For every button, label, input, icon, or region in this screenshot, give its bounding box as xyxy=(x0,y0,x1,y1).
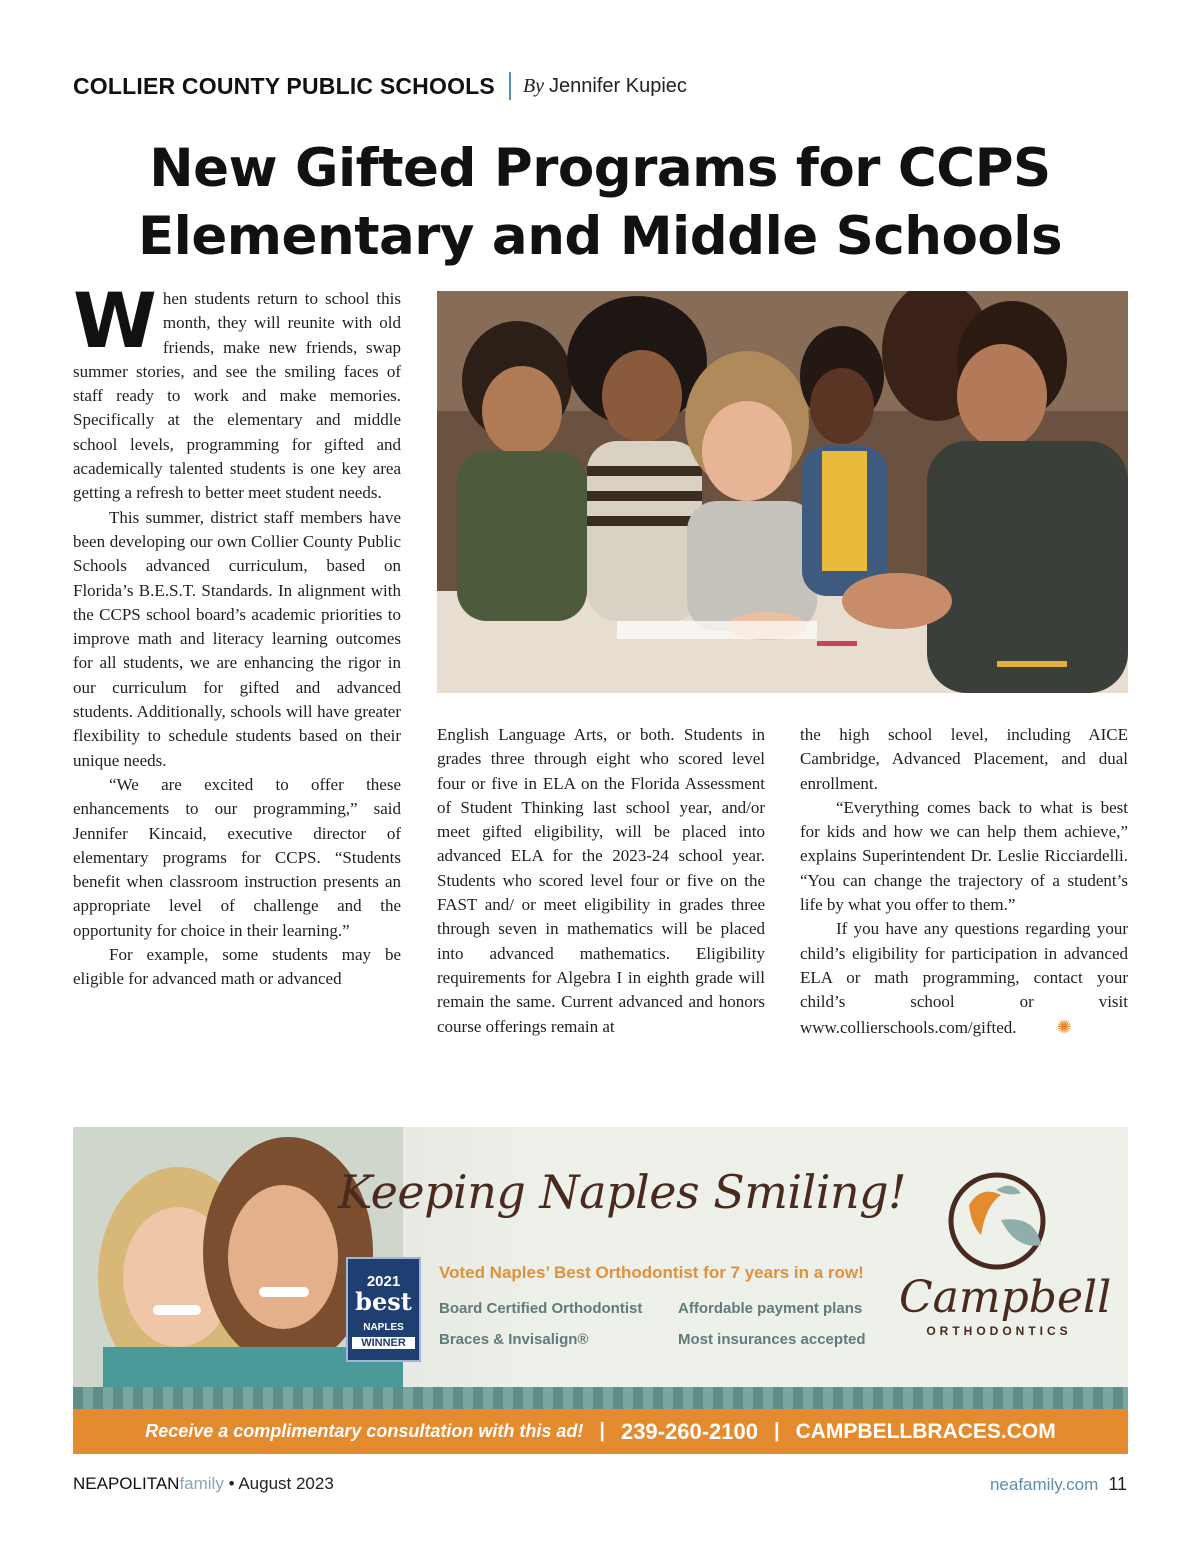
ad-brand-subtitle: ORTHODONTICS xyxy=(926,1324,1072,1338)
classroom-photo-illustration xyxy=(437,291,1128,693)
badge-year: 2021 xyxy=(366,1273,401,1290)
badge-city: NAPLES xyxy=(363,1322,404,1333)
footer-brand-sub: family xyxy=(179,1474,224,1493)
ad-decorative-pattern xyxy=(73,1387,1128,1409)
paragraph-text: hen students return to school this month, they will reunite with old friends, make new friends, swap summer stories, and see the smiling faces of staff ready to work and make memories. Specifically at the elementary and middle school levels, programming for gifted and academically talented students is one key area getting a refresh to better meet student needs. xyxy=(73,289,401,503)
ad-feature: Braces & Invisalign® xyxy=(439,1331,589,1348)
ad-brand-name: Campbell xyxy=(899,1272,1112,1323)
paragraph: “Everything comes back to what is best for kids and how we can help them achieve,” explains Superintendent Dr. Leslie Ricciardelli. “You can change the trajectory of a student’s life by what you offer to them.” xyxy=(800,797,1128,915)
classroom-photo xyxy=(437,291,1128,693)
byline-prefix: By xyxy=(522,74,545,97)
best-of-award-badge xyxy=(346,1257,421,1362)
ad-phone[interactable]: 239-260-2100 xyxy=(620,1418,758,1444)
headline-line-1: New Gifted Programs for CCPS xyxy=(149,138,1051,199)
article-column-1 xyxy=(73,276,401,992)
footer-issue: • August 2023 xyxy=(228,1474,334,1493)
ad-contact-bar xyxy=(73,1409,1128,1454)
paragraph: “We are excited to offer these enhancements to our programming,” said Jennifer Kincaid, executive director of elementary programs for CCPS. “Students benefit when classroom instruction presents an appropriate level of challenge and the opportunity for choice in their learning.” xyxy=(73,774,401,940)
badge-winner: WINNER xyxy=(352,1337,415,1349)
headline-line-2: Elementary and Middle Schools xyxy=(137,206,1063,267)
paragraph: English Language Arts, or both. Students in grades three through eight who scored level four or five in ELA on the Florida Assessment of Student Thinking last school year, and/or meet gifted eligibility, will be placed into advanced ELA for the 2023-24 school year. Students who scored level four or five on the FAST and/ or meet eligibility in grades three through seven in mathematics will be placed into advanced mathematics. Eligibility requirements for Algebra I in eighth grade will remain the same. Current advanced and honors course offerings remain at xyxy=(437,725,765,1036)
byline xyxy=(523,75,687,98)
footer-site-and-page xyxy=(990,1474,1127,1495)
header-divider xyxy=(509,72,511,100)
article-column-2 xyxy=(437,723,765,1039)
footer-publication xyxy=(73,1474,334,1494)
footer-site-link[interactable]: neafamily.com xyxy=(989,1475,1099,1494)
paragraph xyxy=(800,917,1128,1039)
ad-cta: Receive a complimentary consultation with this ad! xyxy=(145,1421,584,1441)
paragraph: This summer, district staff members have been developing our own Collier County Public Schools advanced curriculum, based on Florida’s B.E.S.T. Standards. In alignment with the CCPS school board’s academic priorities to improve math and literacy learning outcomes for all students, we are enhancing the rigor in our curriculum for gifted and advanced students. Additionally, schools will have greater flexibility to schedule students based on their unique needs. xyxy=(73,507,401,770)
ad-feature: Most insurances accepted xyxy=(678,1331,866,1348)
ad-website-link[interactable]: CAMPBELLBRACES.COM xyxy=(795,1419,1056,1443)
paragraph: For example, some students may be eligible for advanced math or advanced xyxy=(73,945,401,989)
sun-icon: ✺ xyxy=(1056,1016,1072,1037)
drop-cap: W xyxy=(73,276,157,365)
paragraph: the high school level, including AICE Cambridge, Advanced Placement, and dual enrollment. xyxy=(800,725,1128,793)
campbell-orthodontics-ad[interactable] xyxy=(73,1127,1128,1454)
section-header xyxy=(73,70,687,102)
footer-brand-main: NEAPOLITAN xyxy=(73,1474,180,1493)
ad-separator: | xyxy=(599,1420,605,1442)
badge-best: best xyxy=(355,1287,412,1316)
ad-feature: Affordable payment plans xyxy=(678,1300,863,1317)
ad-feature: Board Certified Orthodontist xyxy=(439,1300,643,1317)
campbell-logo-icon xyxy=(941,1165,1053,1277)
ad-separator: | xyxy=(773,1420,780,1442)
paragraph-text: If you have any questions regarding your child’s eligibility for participation in advanced ELA or math programming, contact your child’s school or visit www.collierschools.com/gifted. xyxy=(800,919,1128,1037)
section-name: COLLIER COUNTY PUBLIC SCHOOLS xyxy=(73,72,495,99)
article-column-3 xyxy=(800,723,1128,1040)
page-number: 11 xyxy=(1108,1474,1127,1494)
paragraph xyxy=(73,276,401,506)
ad-tagline: Keeping Naples Smiling! xyxy=(338,1165,907,1219)
ad-voted-line: Voted Naples’ Best Orthodontist for 7 years in a row! xyxy=(439,1263,864,1282)
author-name: Jennifer Kupiec xyxy=(549,74,687,97)
